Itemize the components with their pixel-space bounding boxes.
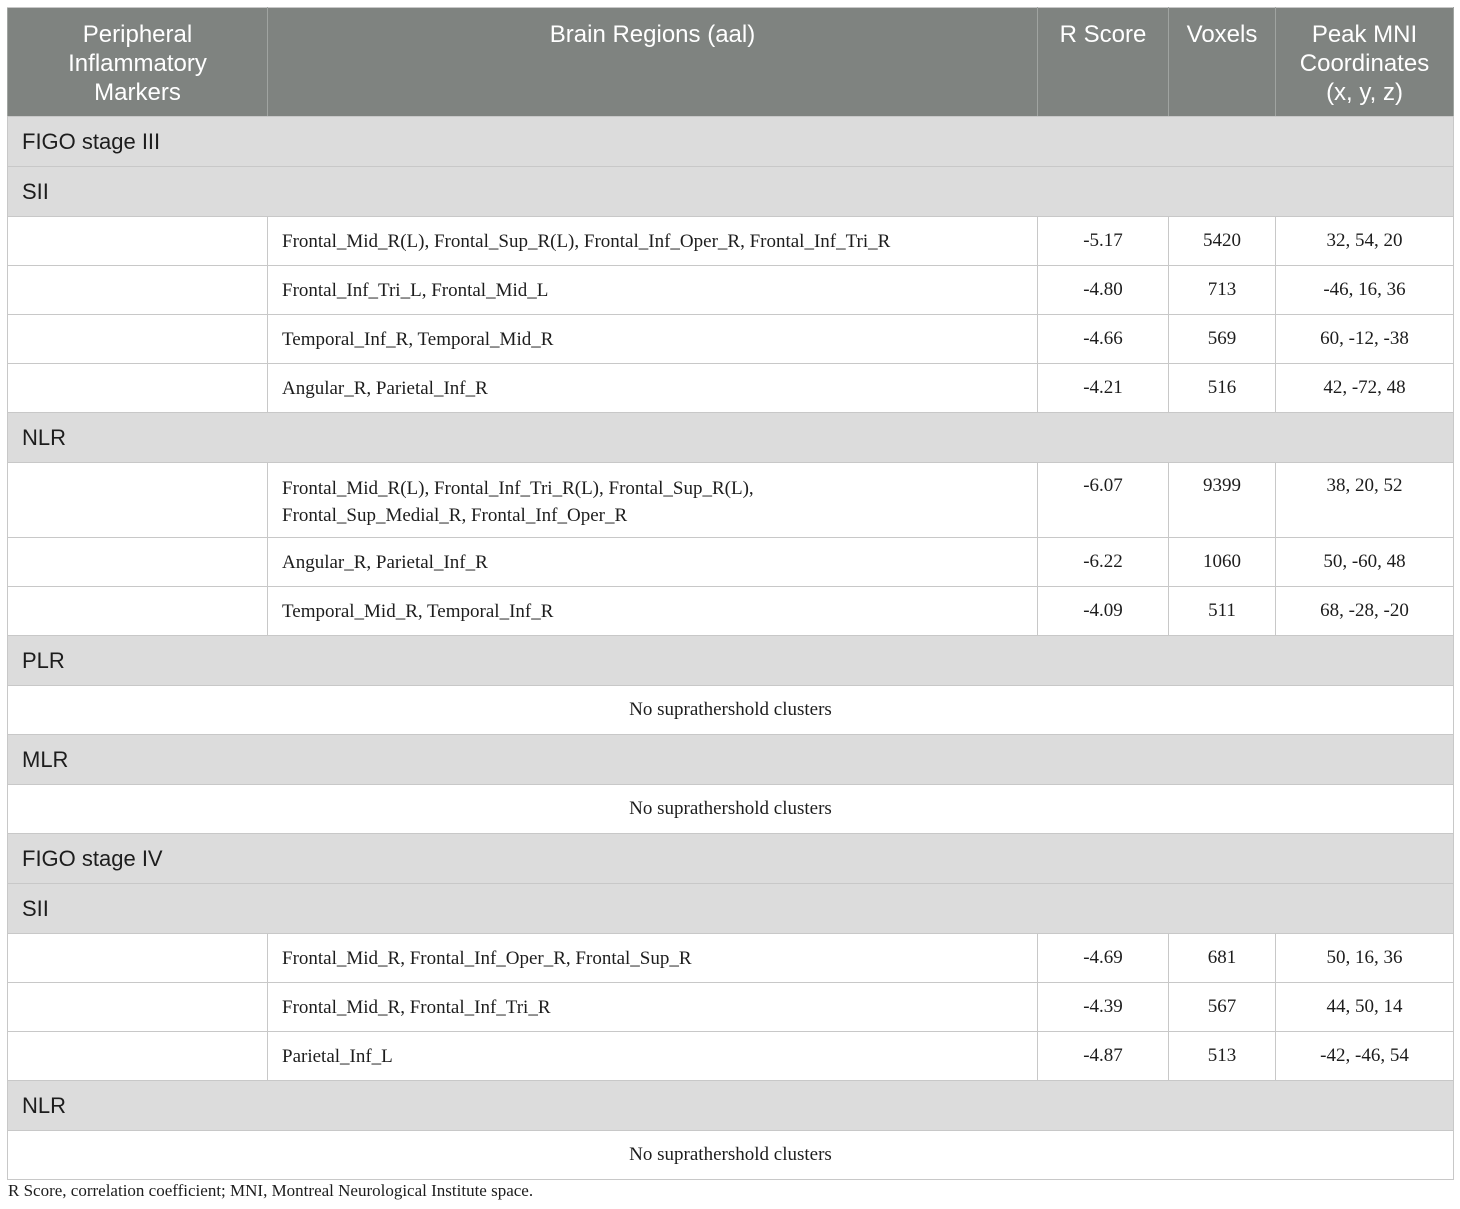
note-row: [8, 1131, 1454, 1180]
table-row: [8, 587, 1454, 636]
no-clusters-note: No suprathershold clusters: [8, 1131, 1454, 1180]
note-row: [8, 686, 1454, 735]
voxels-cell: 569: [1169, 315, 1276, 364]
regions-cell: Frontal_Mid_R(L), Frontal_Sup_R(L), Frontal_Inf_Oper_R, Frontal_Inf_Tri_R: [268, 217, 1038, 266]
voxels-cell: 511: [1169, 587, 1276, 636]
regions-cell: Angular_R, Parietal_Inf_R: [268, 364, 1038, 413]
section-label: PLR: [8, 636, 1454, 686]
peak-cell: 38, 20, 52: [1276, 463, 1454, 538]
voxels-cell: 513: [1169, 1032, 1276, 1081]
table-row: [8, 364, 1454, 413]
voxels-cell: 516: [1169, 364, 1276, 413]
r-cell: -4.09: [1038, 587, 1169, 636]
regions-cell: Parietal_Inf_L: [268, 1032, 1038, 1081]
section-row: [8, 884, 1454, 934]
regions-cell: Frontal_Mid_R, Frontal_Inf_Oper_R, Frontal_Sup_R: [268, 934, 1038, 983]
section-label: FIGO stage IV: [8, 834, 1454, 884]
section-row: [8, 413, 1454, 463]
marker-cell: [8, 538, 268, 587]
section-row: [8, 834, 1454, 884]
no-clusters-note: No suprathershold clusters: [8, 686, 1454, 735]
peak-cell: 32, 54, 20: [1276, 217, 1454, 266]
no-clusters-note: No suprathershold clusters: [8, 785, 1454, 834]
section-label: NLR: [8, 413, 1454, 463]
marker-cell: [8, 315, 268, 364]
peak-cell: -42, -46, 54: [1276, 1032, 1454, 1081]
section-label: NLR: [8, 1081, 1454, 1131]
table-row: [8, 217, 1454, 266]
r-cell: -4.69: [1038, 934, 1169, 983]
r-cell: -4.80: [1038, 266, 1169, 315]
voxels-cell: 1060: [1169, 538, 1276, 587]
note-row: [8, 785, 1454, 834]
header-regions: Brain Regions (aal): [268, 8, 1038, 117]
marker-cell: [8, 983, 268, 1032]
r-cell: -6.07: [1038, 463, 1169, 538]
section-row: [8, 167, 1454, 217]
section-row: [8, 735, 1454, 785]
table-row: [8, 315, 1454, 364]
section-row: [8, 117, 1454, 167]
voxels-cell: 567: [1169, 983, 1276, 1032]
header-markers: Peripheral Inflammatory Markers: [8, 8, 268, 117]
table-footnote: R Score, correlation coefficient; MNI, Montreal Neurological Institute space.: [8, 1181, 534, 1200]
r-cell: -4.87: [1038, 1032, 1169, 1081]
header-row: [8, 8, 1454, 117]
r-cell: -6.22: [1038, 538, 1169, 587]
section-label: SII: [8, 884, 1454, 934]
table-row: [8, 266, 1454, 315]
marker-cell: [8, 266, 268, 315]
voxels-cell: 681: [1169, 934, 1276, 983]
marker-cell: [8, 1032, 268, 1081]
section-row: [8, 636, 1454, 686]
table-row: [8, 538, 1454, 587]
results-table: [7, 7, 1454, 1180]
peak-cell: 50, -60, 48: [1276, 538, 1454, 587]
voxels-cell: 713: [1169, 266, 1276, 315]
marker-cell: [8, 217, 268, 266]
peak-cell: 50, 16, 36: [1276, 934, 1454, 983]
table-row: [8, 1032, 1454, 1081]
section-label: MLR: [8, 735, 1454, 785]
regions-cell: Temporal_Inf_R, Temporal_Mid_R: [268, 315, 1038, 364]
peak-cell: 60, -12, -38: [1276, 315, 1454, 364]
peak-cell: 68, -28, -20: [1276, 587, 1454, 636]
regions-line: Frontal_Sup_Medial_R, Frontal_Inf_Oper_R: [282, 505, 628, 526]
marker-cell: [8, 364, 268, 413]
regions-cell: Frontal_Inf_Tri_L, Frontal_Mid_L: [268, 266, 1038, 315]
regions-cell: [268, 463, 1038, 538]
table-row: [8, 934, 1454, 983]
section-label: SII: [8, 167, 1454, 217]
marker-cell: [8, 463, 268, 538]
r-cell: -5.17: [1038, 217, 1169, 266]
peak-cell: 44, 50, 14: [1276, 983, 1454, 1032]
header-voxels: Voxels: [1169, 8, 1276, 117]
marker-cell: [8, 587, 268, 636]
marker-cell: [8, 934, 268, 983]
r-cell: -4.21: [1038, 364, 1169, 413]
peak-cell: -46, 16, 36: [1276, 266, 1454, 315]
r-cell: -4.39: [1038, 983, 1169, 1032]
regions-cell: Frontal_Mid_R, Frontal_Inf_Tri_R: [268, 983, 1038, 1032]
table-row: [8, 463, 1454, 538]
voxels-cell: 5420: [1169, 217, 1276, 266]
regions-line: Frontal_Mid_R(L), Frontal_Inf_Tri_R(L), Frontal_Sup_R(L),: [282, 478, 754, 499]
header-r-score: R Score: [1038, 8, 1169, 117]
header-peak: Peak MNI Coordinates (x, y, z): [1276, 8, 1454, 117]
section-row: [8, 1081, 1454, 1131]
table-row: [8, 983, 1454, 1032]
regions-cell: Temporal_Mid_R, Temporal_Inf_R: [268, 587, 1038, 636]
regions-cell: Angular_R, Parietal_Inf_R: [268, 538, 1038, 587]
voxels-cell: 9399: [1169, 463, 1276, 538]
r-cell: -4.66: [1038, 315, 1169, 364]
section-label: FIGO stage III: [8, 117, 1454, 167]
peak-cell: 42, -72, 48: [1276, 364, 1454, 413]
